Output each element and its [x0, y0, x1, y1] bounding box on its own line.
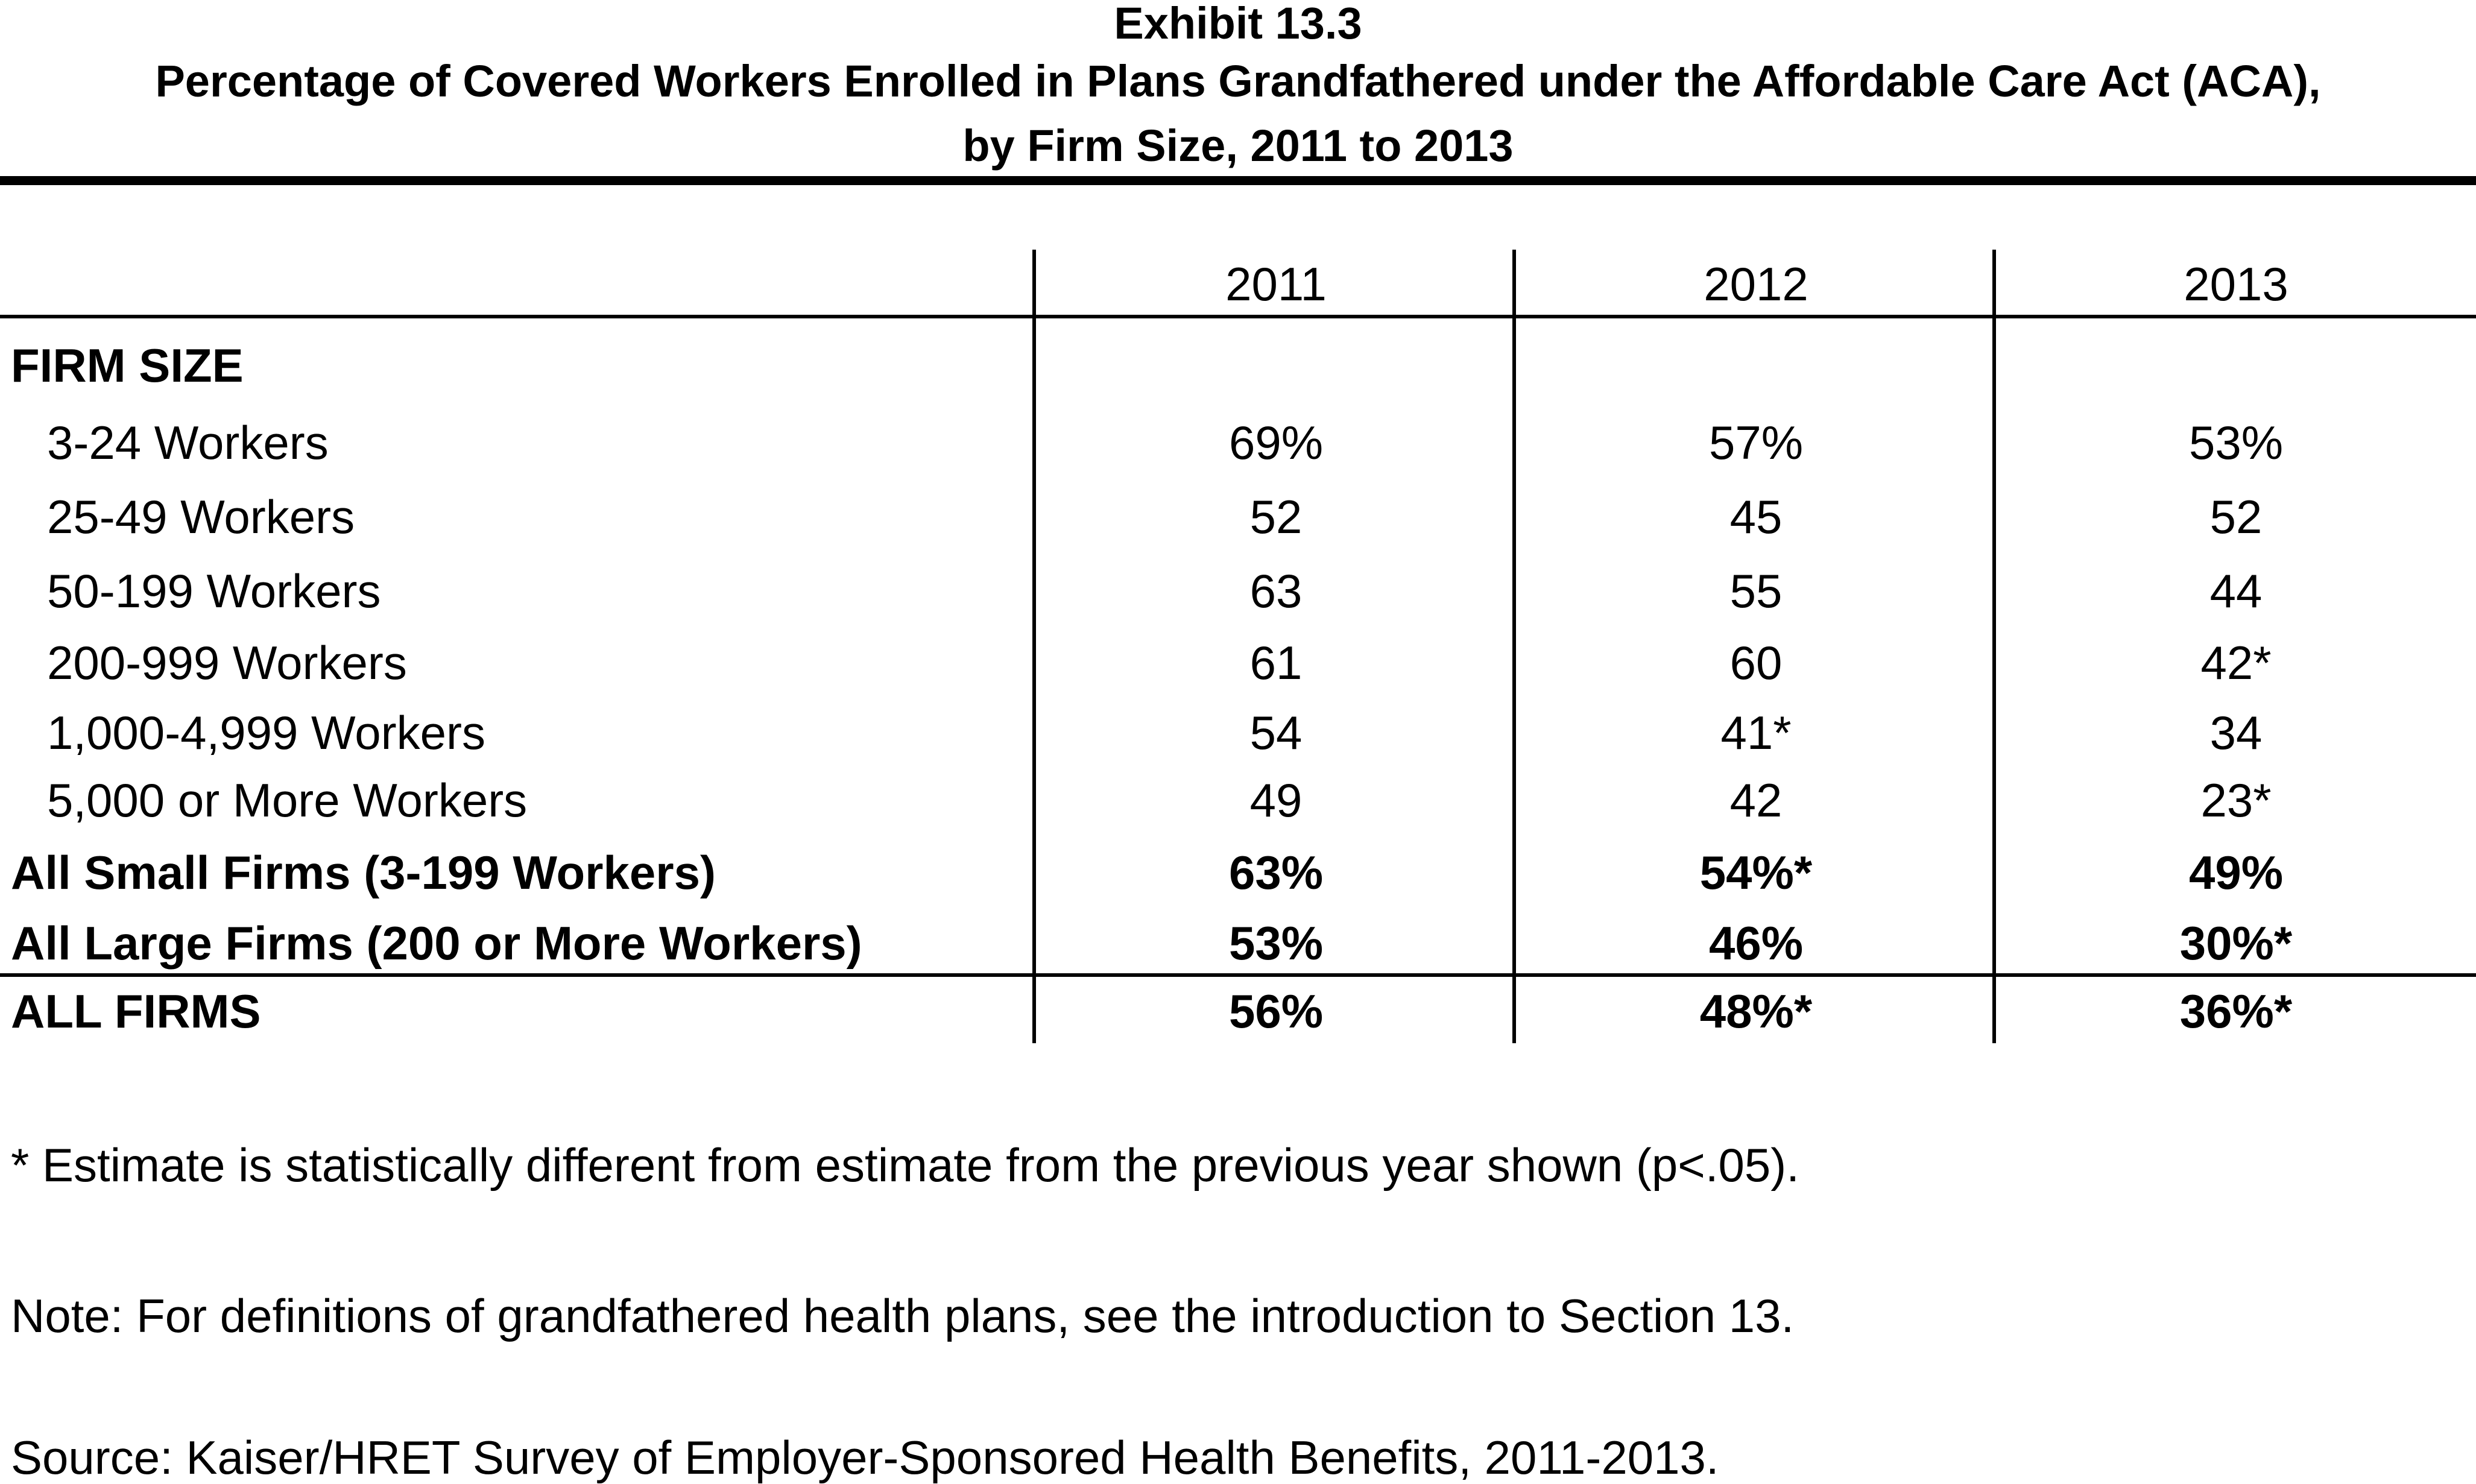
table-cell-2012: 41* [1720, 706, 1792, 759]
table-cell-2012: 55 [1729, 564, 1783, 617]
exhibit-number: Exhibit 13.3 [1114, 0, 1362, 48]
table-title-line1: Percentage of Covered Workers Enrolled in Plans Grandfathered under the Affordable Care Act (ACA), [155, 56, 2321, 106]
table-cell-2011: 61 [1249, 636, 1303, 689]
title-rule [0, 176, 2476, 185]
table-cell-2013: 49% [2188, 846, 2284, 899]
column-header-2012: 2012 [1704, 257, 1808, 311]
row-label: All Small Firms (3-199 Workers) [11, 846, 716, 899]
table-cell-2011: 56% [1228, 985, 1324, 1038]
table-cell-2013: 44 [2209, 564, 2263, 617]
section-header: FIRM SIZE [11, 339, 244, 392]
row-label: 3-24 Workers [47, 416, 329, 469]
row-label: 5,000 or More Workers [47, 774, 528, 827]
source: Source: Kaiser/HRET Survey of Employer-Sponsored Health Benefits, 2011-2013. [11, 1431, 1719, 1484]
table-cell-2012: 48%* [1699, 985, 1813, 1038]
table-cell-2013: 30%* [2179, 917, 2293, 970]
table-cell-2012: 54%* [1699, 846, 1813, 899]
header-rule [0, 315, 2476, 318]
row-label: 50-199 Workers [47, 564, 381, 617]
table-cell-2012: 57% [1708, 416, 1804, 469]
table-cell-2012: 42 [1729, 774, 1783, 827]
row-label: 200-999 Workers [47, 636, 407, 689]
table-cell-2011: 63% [1228, 846, 1324, 899]
table-cell-2013: 53% [2188, 416, 2284, 469]
table-cell-2013: 23* [2200, 774, 2272, 827]
table-cell-2011: 53% [1228, 917, 1324, 970]
table-cell-2011: 63 [1249, 564, 1303, 617]
table-title-line2: by Firm Size, 2011 to 2013 [962, 121, 1514, 171]
table-cell-2011: 69% [1228, 416, 1324, 469]
table-cell-2012: 46% [1708, 917, 1804, 970]
column-header-2013: 2013 [2184, 257, 2288, 311]
footnote: * Estimate is statistically different from estimate from the previous year shown (p<.05). [11, 1138, 1799, 1192]
table-cell-2013: 34 [2209, 706, 2263, 759]
row-label: 1,000-4,999 Workers [47, 706, 485, 759]
table-cell-2013: 52 [2209, 490, 2263, 543]
row-label: All Large Firms (200 or More Workers) [11, 917, 862, 970]
table-cell-2012: 60 [1729, 636, 1783, 689]
row-label: ALL FIRMS [11, 985, 261, 1038]
column-header-2011: 2011 [1225, 257, 1327, 311]
table-cell-2011: 49 [1249, 774, 1303, 827]
row-label: 25-49 Workers [47, 490, 355, 543]
table-cell-2012: 45 [1729, 490, 1783, 543]
table-cell-2013: 42* [2200, 636, 2272, 689]
table-cell-2011: 52 [1249, 490, 1303, 543]
totals-rule [0, 973, 2476, 977]
table-cell-2013: 36%* [2179, 985, 2293, 1038]
table-cell-2011: 54 [1249, 706, 1303, 759]
note: Note: For definitions of grandfathered health plans, see the introduction to Section 13. [11, 1289, 1795, 1342]
